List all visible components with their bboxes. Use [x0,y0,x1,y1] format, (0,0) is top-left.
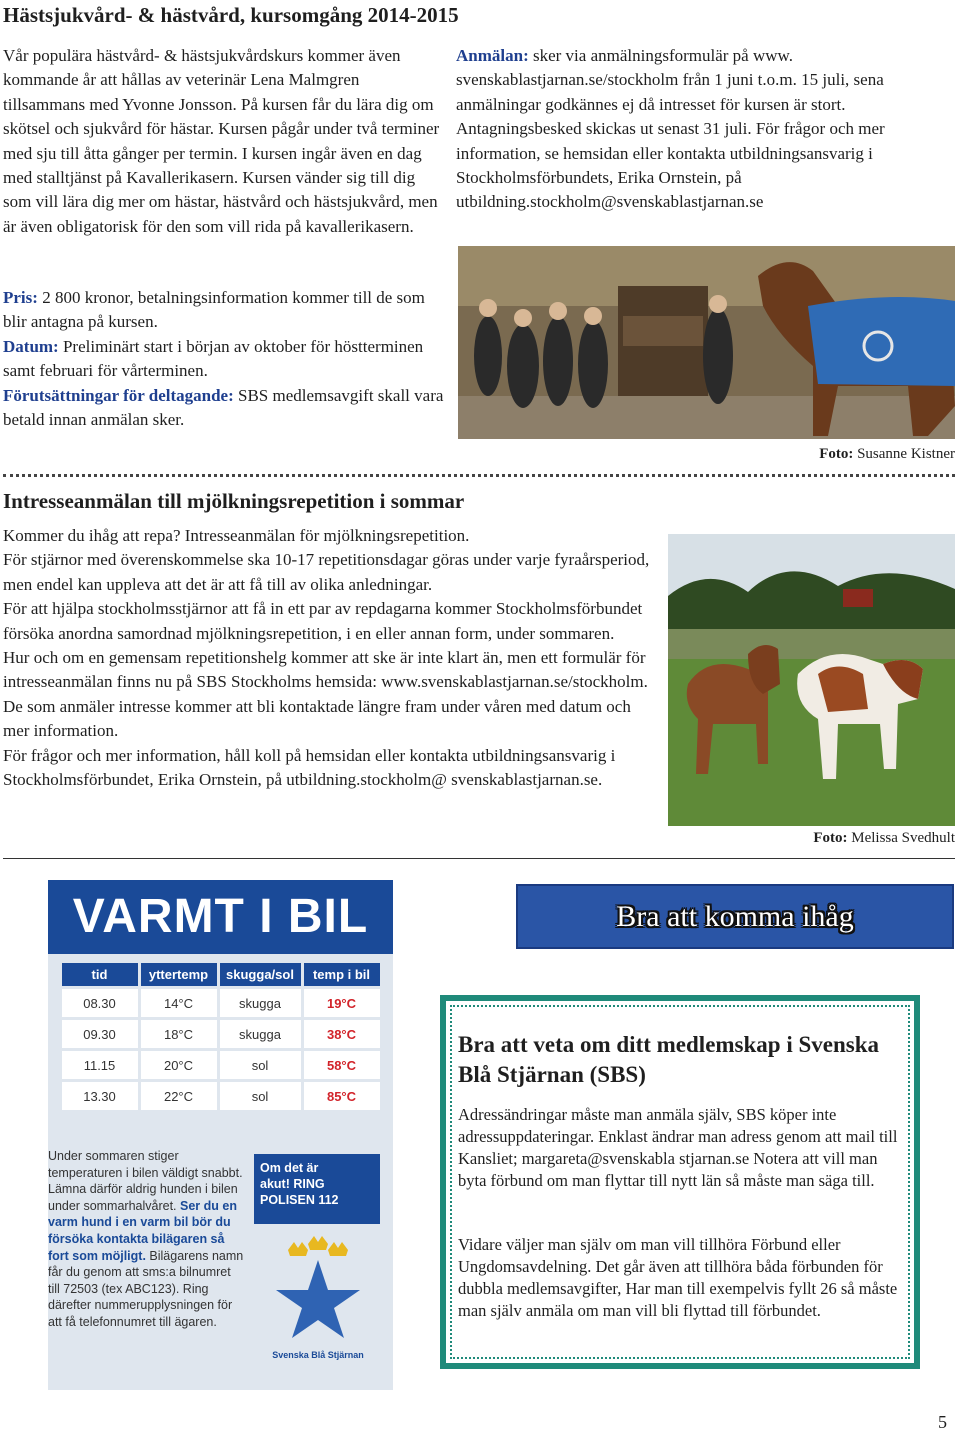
horse-photo-credit [700,446,955,463]
table-cell: sol [220,1082,301,1110]
star-crown-icon [268,1236,368,1366]
membership-title: Bra att veta om ditt medlemskap i Svenska Blå Stjärnan (SBS) [458,1032,880,1087]
call-police-box [254,1154,380,1224]
table-cell: 09.30 [62,1020,138,1048]
requirements-text: SBS medlemsavgift skall vara betald innan anmälan sker. [3,385,444,430]
table-cell: 20°C [141,1051,217,1079]
table-cell: 08.30 [62,989,138,1017]
horse-course-photo [458,246,955,439]
registration-text: sker via anmälningsformulär på www. svenskablastjarnan.se/stockholm från 1 juni t.o.m. 15 juli, sena anmälningar godkännes ej då intresset för kursen är stort. Antagningsbesked skickas ut senast 31 juli. För frågor och mer information, se hemsidan eller kontakta utbildningsansvarig i Stockholmsförbundets, Erika Ornstein, på utbildning.stockholm@svenskablastjarnan.se [456,46,885,212]
table-row [62,989,380,1017]
article-title: Hästsjukvård- & hästvård, kursomgång 2014-2015 [3,3,459,27]
table-row [62,1020,380,1048]
poster-text-blue: Ser du en varm hund i en varm bil bör du försöka kontakta bilägaren så fort som möjligt. [48,1198,237,1263]
horse-credit-name: Susanne Kistner [857,446,955,462]
call-line-3: POLISEN 112 [260,1193,339,1207]
table-cell: 85°C [304,1082,380,1110]
table-cell: skugga [220,989,301,1017]
call-line-2: akut! RING [260,1177,325,1191]
price-label: Pris: [3,288,38,307]
milking-article-title: Intresseanmälan till mjölkningsrepetition i sommar [3,489,465,513]
logo-text: Svenska Blå Stjärnan [272,1350,364,1360]
temperature-table [59,960,383,1113]
table-cell: 13.30 [62,1082,138,1110]
milking-line-3: För att hjälpa stockholmsstjärnor att få in ett par av repdagarna kommer Stockholmsförbundet försöka anordna samordnad mjölkningsrepetition, i en eller annan form, under sommaren. [3,599,643,643]
call-line-1: Om det är [260,1161,319,1175]
table-cell: 18°C [141,1020,217,1048]
horse-photo-illustration [458,246,955,439]
membership-paragraph-2: Vidare väljer man själv om man vill tillhöra Förbund eller Ungdomsavdelning. Det går även att tillhöra båda förbunden för dubbla medlemsavgifter, Har man till exempelvis fyllt 26 så måste man själv anmäla om man vill bli flyttad till förbundet. [458,1235,898,1320]
table-header: tid [62,963,138,986]
table-header: yttertemp [141,963,217,986]
table-cell: skugga [220,1020,301,1048]
table-cell: 22°C [141,1082,217,1110]
calves-credit-name: Melissa Svedhult [851,830,955,846]
poster-text-after: Bilägarens namn får du genom att sms:a bilnumret till 72503 (tex ABC123). Ring därefter nummerupplysningen för att få telefonnumret till ägaren. [48,1248,244,1329]
article-paragraph: Vår populära hästvård- & hästsjukvårdskurs kommer även kommande år att hållas av veterinär Lena Malmgren tillsammans med Yvonne Jonsson. På kursen får du lära dig om skötsel och sjukvård för hästar. Kursen pågår under två terminer med sju till åtta gånger per termin. I kursen ingår även en dag med stalltjänst på Kavallerikasern. Kursen vänder sig till dig som vill lära dig mer om hästar, hästvård och hästsjukvård, men är även obligatorisk för den som vill rida på kavallerikasern. [3,46,440,236]
poster-info-text [48,1148,244,1331]
sbs-logo [268,1236,368,1366]
date-text: Preliminärt start i början av oktober för höstterminen samt februari för vårterminen. [3,336,424,381]
page-number: 5 [938,1412,947,1432]
milking-line-4: Hur och om en gemensam repetitionshelg kommer att ske är inte klart än, men ett formulär för intresseanmälan finns nu på SBS Stockholms hemsida: www.svenskablastjarnan.se/stockholm. De som anmäler intresse kommer att bli kontaktade längre fram under våren med datum och mer information. [3,648,648,741]
registration-info [456,44,954,215]
calves-photo-credit [700,830,955,847]
varmt-i-bil-poster [48,880,393,1390]
poster-title: VARMT I BIL [48,880,393,954]
membership-paragraph-1: Adressändringar måste man anmäla själv, SBS köper inte adressuppdateringar. Enklast ändrar man adress genom att mail till Kansliet; margareta@svenskabla stjarnan.se Notera att vill man byta förbund om man flyttar till nytt län så måste man säga till. [458,1105,898,1190]
calves-photo-illustration [668,534,955,826]
price-text: 2 800 kronor, betalningsinformation kommer till de som blir antagna på kursen. [3,288,425,332]
calves-credit-label: Foto: [813,830,848,846]
calves-photo [668,534,955,826]
table-cell: 14°C [141,989,217,1017]
course-details [3,286,445,432]
milking-line-1: Kommer du ihåg att repa? Intresseanmälan för mjölkningsrepetition. [3,526,470,545]
table-cell: 38°C [304,1020,380,1048]
table-row [62,1082,380,1110]
section-divider-dotted [3,474,955,477]
poster-text-plain: Under sommaren stiger temperaturen i bilen väldigt snabbt. Lämna därför aldrig hunden i bilen under sommarhalvåret. [48,1149,243,1213]
table-header: skugga/sol [220,963,301,986]
milking-line-2: För stjärnor med överenskommelse ska 10-17 repetitionsdagar göras under varje fyraårsperiod, men endel kan uppleva att det är att få till av olika anledningar. [3,550,650,594]
section-divider-solid [3,858,955,859]
registration-label: Anmälan: [456,46,529,65]
horse-credit-label: Foto: [819,446,854,462]
table-cell: 11.15 [62,1051,138,1079]
table-header: temp i bil [304,963,380,986]
milking-article-body [3,524,653,792]
date-label: Datum: [3,336,59,356]
table-cell: 19°C [304,989,380,1017]
milking-line-5: För frågor och mer information, håll koll på hemsidan eller kontakta utbildningsansvarig i Stockholmsförbundet, Erika Ornstein, på utbildning.stockholm@ svenskablastjarnan.se. [3,745,616,790]
table-cell: sol [220,1051,301,1079]
table-cell: 58°C [304,1051,380,1079]
reminder-banner: Bra att komma ihåg [516,884,954,949]
requirements-label: Förutsättningar för deltagande: [3,385,234,405]
table-header-row [62,963,380,986]
table-row [62,1051,380,1079]
